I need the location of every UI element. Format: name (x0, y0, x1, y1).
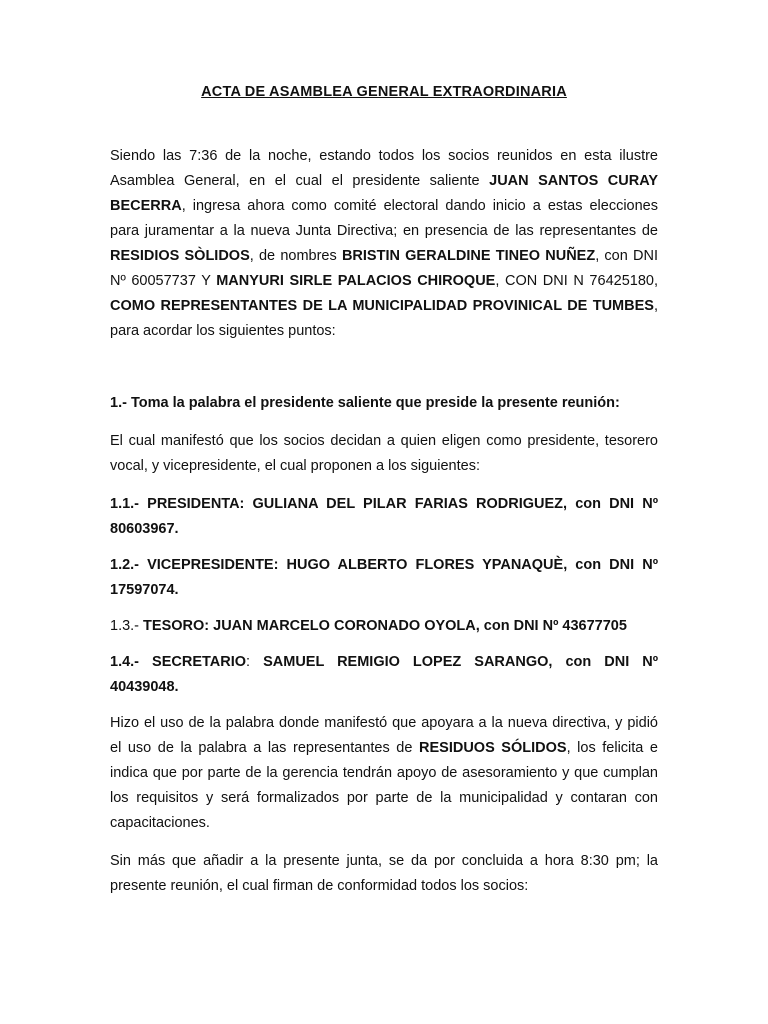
section-1-text: El cual manifestó que los socios decidan a quien eligen como presidente, tesorero vocal, y vicepresidente, el cual proponen a los siguientes: (110, 433, 658, 474)
residuos-label: RESIDIOS SÒLIDOS (110, 248, 250, 264)
item-treasurer (110, 614, 658, 639)
intro-text-4: , con DNI Nº 60057737 Y (110, 248, 658, 289)
representative-1-name: BRISTIN GERALDINE TINEO NUÑEZ (341, 248, 596, 264)
item-secretary (110, 650, 658, 700)
item-president (110, 492, 658, 542)
residuos-solidos-label: RESIDUOS SÓLIDOS (419, 740, 567, 756)
document-title: ACTA DE ASAMBLEA GENERAL EXTRAORDINARIA (201, 84, 567, 100)
intro-text-1: Siendo las 7:36 de la noche, estando todos los socios reunidos en esta ilustre Asamblea General, en el cual el presidente saliente (110, 148, 658, 189)
item-treasurer-text: TESORO: JUAN MARCELO CORONADO OYOLA, con DNI Nº 43677705 (143, 618, 627, 634)
intro-text-2: , ingresa ahora como comité electoral dando inicio a estas elecciones para juramentar a la nueva Junta Directiva; en presencia de las representantes de (110, 198, 658, 239)
municipality-label: COMO REPRESENTANTES DE LA MUNICIPALIDAD PROVINICAL DE TUMBES (110, 298, 654, 314)
item-secretary-label: 1.4.- SECRETARIO (110, 654, 247, 670)
item-secretary-name: SAMUEL REMIGIO LOPEZ SARANGO (263, 654, 549, 670)
item-president-text: 1.1.- PRESIDENTA: GULIANA DEL PILAR FARIAS RODRIGUEZ, con DNI Nº 80603967. (110, 496, 658, 537)
item-vicepresident-text: 1.2.- VICEPRESIDENTE: HUGO ALBERTO FLORES YPANAQUÈ, con DNI Nº 17597074. (110, 557, 658, 598)
closing-paragraph (110, 711, 658, 836)
closing-text-2: , los felicita e indica que por parte de la gerencia tendrán apoyo de asesoramiento y que cumplan los requisitos y será formalizados por parte de la municipalidad y contaran con capacitaciones. (110, 740, 658, 831)
closing-text-1: Hizo el uso de la palabra donde manifestó que apoyara a la nueva directiva, y pidió el uso de la palabra a las representantes de (110, 715, 658, 756)
intro-paragraph (110, 144, 658, 344)
item-secretary-colon: : (246, 654, 264, 670)
item-secretary-dni: , con DNI Nº 40439048. (110, 654, 659, 695)
representative-2-name: MANYURI SIRLE PALACIOS CHIROQUE (216, 273, 496, 289)
intro-text-6: , para acordar los siguientes puntos: (110, 298, 658, 339)
section-1-heading: 1.- Toma la palabra el presidente saliente que preside la presente reunión: (110, 395, 620, 411)
intro-text-3: , de nombres (249, 248, 342, 264)
president-name: JUAN SANTOS CURAY BECERRA (110, 173, 658, 214)
final-paragraph: Sin más que añadir a la presente junta, se da por concluida a hora 8:30 pm; la presente reunión, el cual firman de conformidad todos los socios: (110, 853, 658, 894)
item-treasurer-number: 1.3.- (110, 618, 144, 634)
item-vicepresident (110, 553, 658, 603)
intro-text-5: , CON DNI N 76425180, (495, 273, 658, 289)
